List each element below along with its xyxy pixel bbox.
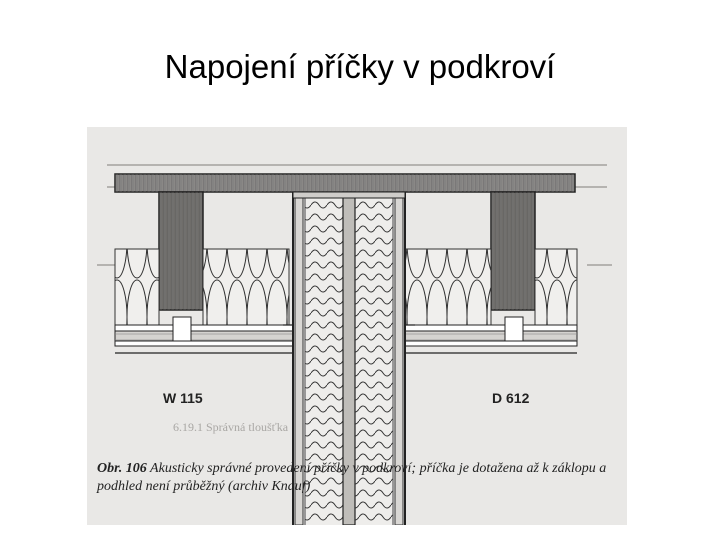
rafter-right <box>491 192 535 310</box>
scanned-figure <box>87 127 627 525</box>
bleed-through-text: 6.19.1 Správná tloušťka <box>173 420 289 434</box>
figure-caption <box>97 460 622 496</box>
insulation-right <box>405 249 577 325</box>
label-d612: D 612 <box>492 390 530 406</box>
slide-title: Napojení příčky v podkroví <box>164 48 556 85</box>
roof-deck <box>115 174 575 192</box>
label-w115: W 115 <box>163 390 203 406</box>
caption-number: Obr. 106 <box>97 461 147 476</box>
rafter-left <box>159 192 203 310</box>
caption-text: Akusticky správné provedení příčky v podkroví; příčka je dotažena až k záklopu a podhled není průběžný (archiv Knauf) <box>97 461 607 494</box>
